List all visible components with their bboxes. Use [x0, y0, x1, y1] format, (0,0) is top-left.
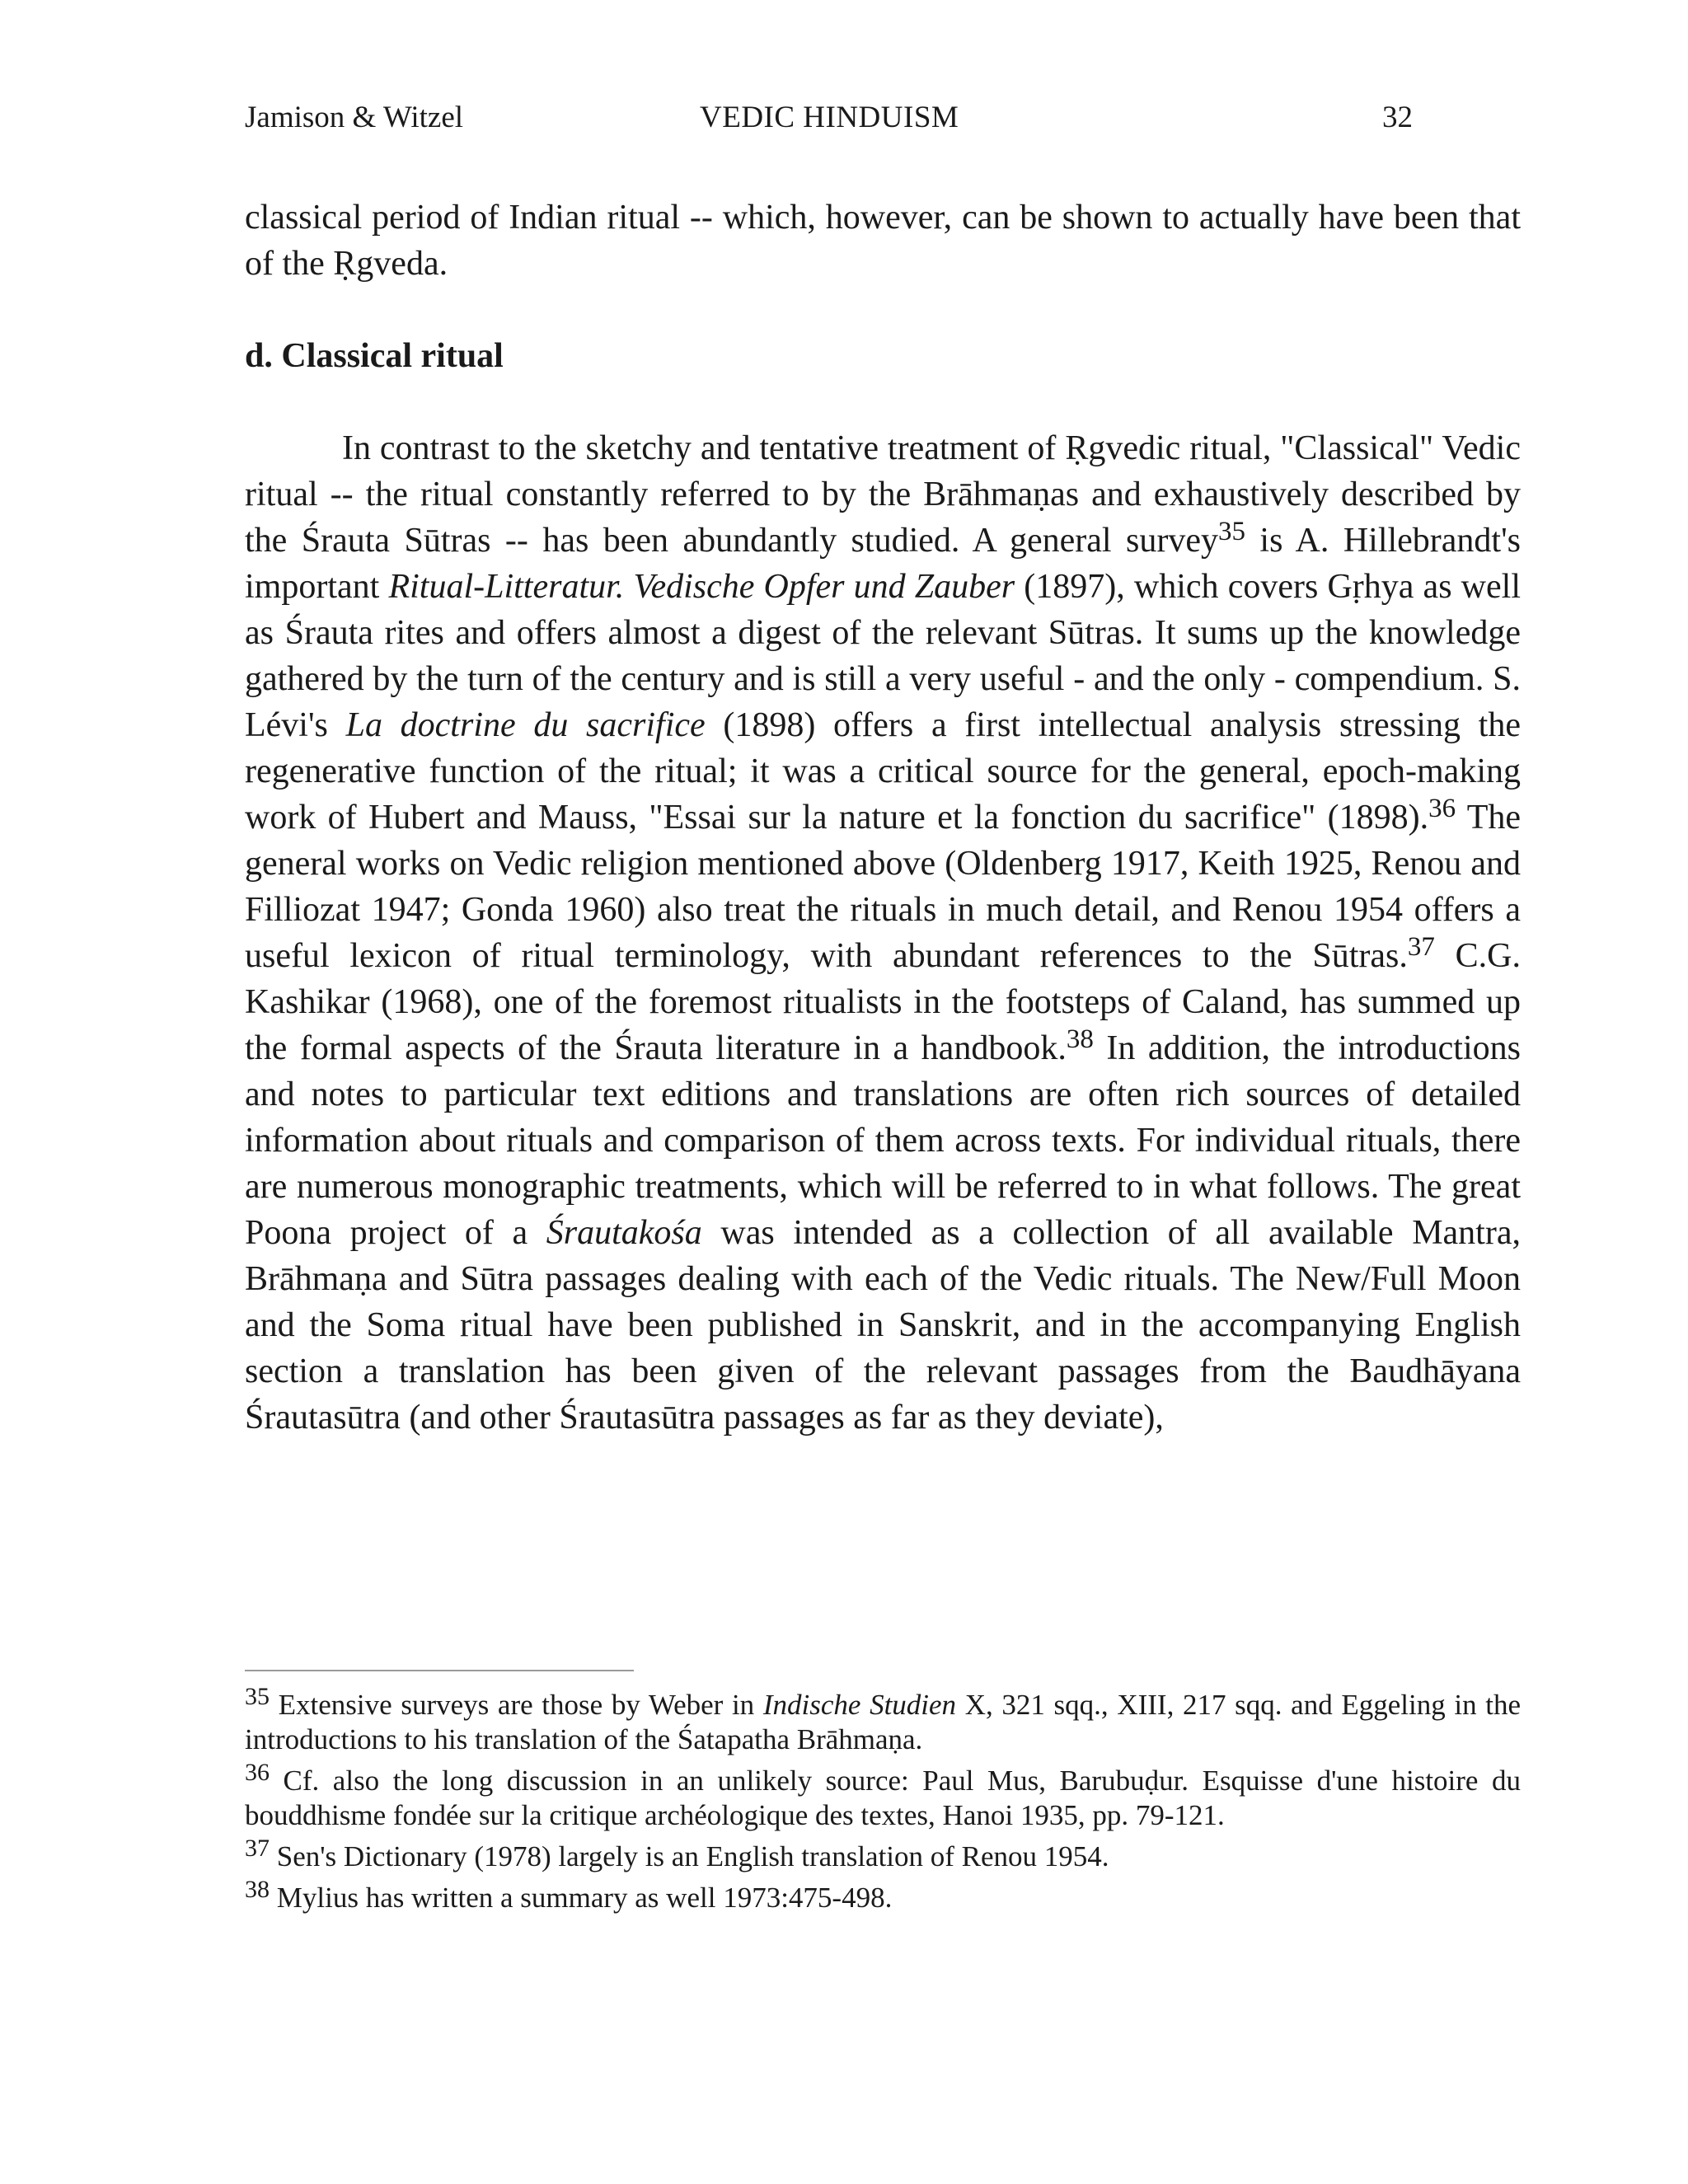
- footnote-ref-36[interactable]: 36: [1428, 794, 1456, 823]
- footnote-36: [245, 1759, 1521, 1833]
- footnote-35: [245, 1683, 1521, 1757]
- main-paragraph-text: was intended as a collection of all available Mantra, Brāhmaṇa and Sūtra passages dealing with each of the Vedic rituals. The New/Full Moon and the Soma ritual have been published in Sanskrit, and in the accompanying English section a translation has been given of the relevant passages from the Baudhāyana Śrautasūtra (and other Śrautasūtra passages as far as they deviate),: [245, 1214, 1521, 1436]
- book-title-la-doctrine: La doctrine du sacrifice: [345, 706, 706, 744]
- footnote-ref-38[interactable]: 38: [1066, 1024, 1094, 1054]
- main-paragraph-text: is A. Hillebrandt's important: [245, 522, 1522, 606]
- section-heading: d. Classical ritual: [245, 337, 504, 375]
- main-paragraph-text: In addition, the introductions and notes to particular text editions and translations are often rich sources of detailed information about rituals and comparison of them across texts. For individual rituals, there are numerous monographic treatments, which will be referred to in what follows. The great Poona project of a: [245, 1029, 1521, 1252]
- footnote-ref-35[interactable]: 35: [1217, 517, 1245, 546]
- running-header: [245, 97, 1415, 138]
- footnote-number: 37: [245, 1835, 270, 1862]
- book-title-ritual-litteratur: Ritual-Litteratur. Vedische Opfer und Zauber: [388, 568, 1015, 606]
- footnote-text: Extensive surveys are those by Weber in: [270, 1689, 763, 1721]
- main-paragraph-text: (1898) offers a first intellectual analysis stressing the regenerative function of the ritual; it was a critical source for the general, epoch-making work of Hubert and Mauss, "Essai sur la nature et la fonction du sacrifice" (1898).: [245, 706, 1521, 837]
- footnote-38: [245, 1876, 1521, 1915]
- footnote-text: Sen's Dictionary (1978) largely is an English translation of Renou 1954.: [270, 1840, 1109, 1872]
- footnotes: [245, 1683, 1521, 1922]
- footnote-number: 36: [245, 1759, 270, 1786]
- document-page: [245, 0, 1521, 2184]
- header-title: VEDIC HINDUISM: [700, 101, 959, 134]
- work-title-srautakosa: Śrautakośa: [546, 1214, 702, 1252]
- main-paragraph-text: In contrast to the sketchy and tentative treatment of Ṛgvedic ritual, "Classical" Vedic ritual -- the ritual constantly referred to by the Brāhmaṇas and exhaustively described by the Śrauta Sūtras -- has been abundantly studied. A general survey: [245, 429, 1521, 560]
- footnote-number: 38: [245, 1876, 270, 1903]
- body-text: [245, 194, 1521, 1441]
- footnote-ref-37[interactable]: 37: [1407, 932, 1435, 962]
- footnote-37: [245, 1835, 1521, 1874]
- footnote-number: 35: [245, 1683, 270, 1710]
- footnote-text: Cf. also the long discussion in an unlikely source: Paul Mus, Barubuḍur. Esquisse d'une histoire du bouddhisme fondée sur la critique archéologique des textes, Hanoi 1935, pp. 79-121.: [245, 1765, 1521, 1831]
- footnote-text: X, 321 sqq., XIII, 217 sqq. and Eggeling in the introductions to his translation of the Śatapatha Brāhmaṇa.: [245, 1689, 1521, 1755]
- header-author: Jamison & Witzel: [245, 101, 464, 134]
- continued-paragraph: classical period of Indian ritual -- which, however, can be shown to actually have been that of the Ṛgveda.: [245, 199, 1521, 283]
- main-paragraph-text: C.G. Kashikar (1968), one of the foremost ritualists in the footsteps of Caland, has summed up the formal aspects of the Śrauta literature in a handbook.: [245, 937, 1521, 1067]
- main-paragraph: [245, 425, 1521, 1441]
- main-paragraph-text: (1897), which covers Gṛhya as well as Śrauta rites and offers almost a digest of the relevant Sūtras. It sums up the knowledge gathered by the turn of the century and is still a very useful - and the only - compendium. S. Lévi's: [245, 568, 1521, 744]
- footnote-italic-title: Indische Studien: [762, 1689, 957, 1721]
- page-number: 32: [1382, 101, 1413, 134]
- footnote-divider: [245, 1670, 634, 1671]
- footnote-text: Mylius has written a summary as well 1973:475-498.: [270, 1882, 893, 1914]
- main-paragraph-text: The general works on Vedic religion mentioned above (Oldenberg 1917, Keith 1925, Renou and Filliozat 1947; Gonda 1960) also treat the rituals in much detail, and Renou 1954 offers a useful lexicon of ritual terminology, with abundant references to the Sūtras.: [245, 799, 1521, 975]
